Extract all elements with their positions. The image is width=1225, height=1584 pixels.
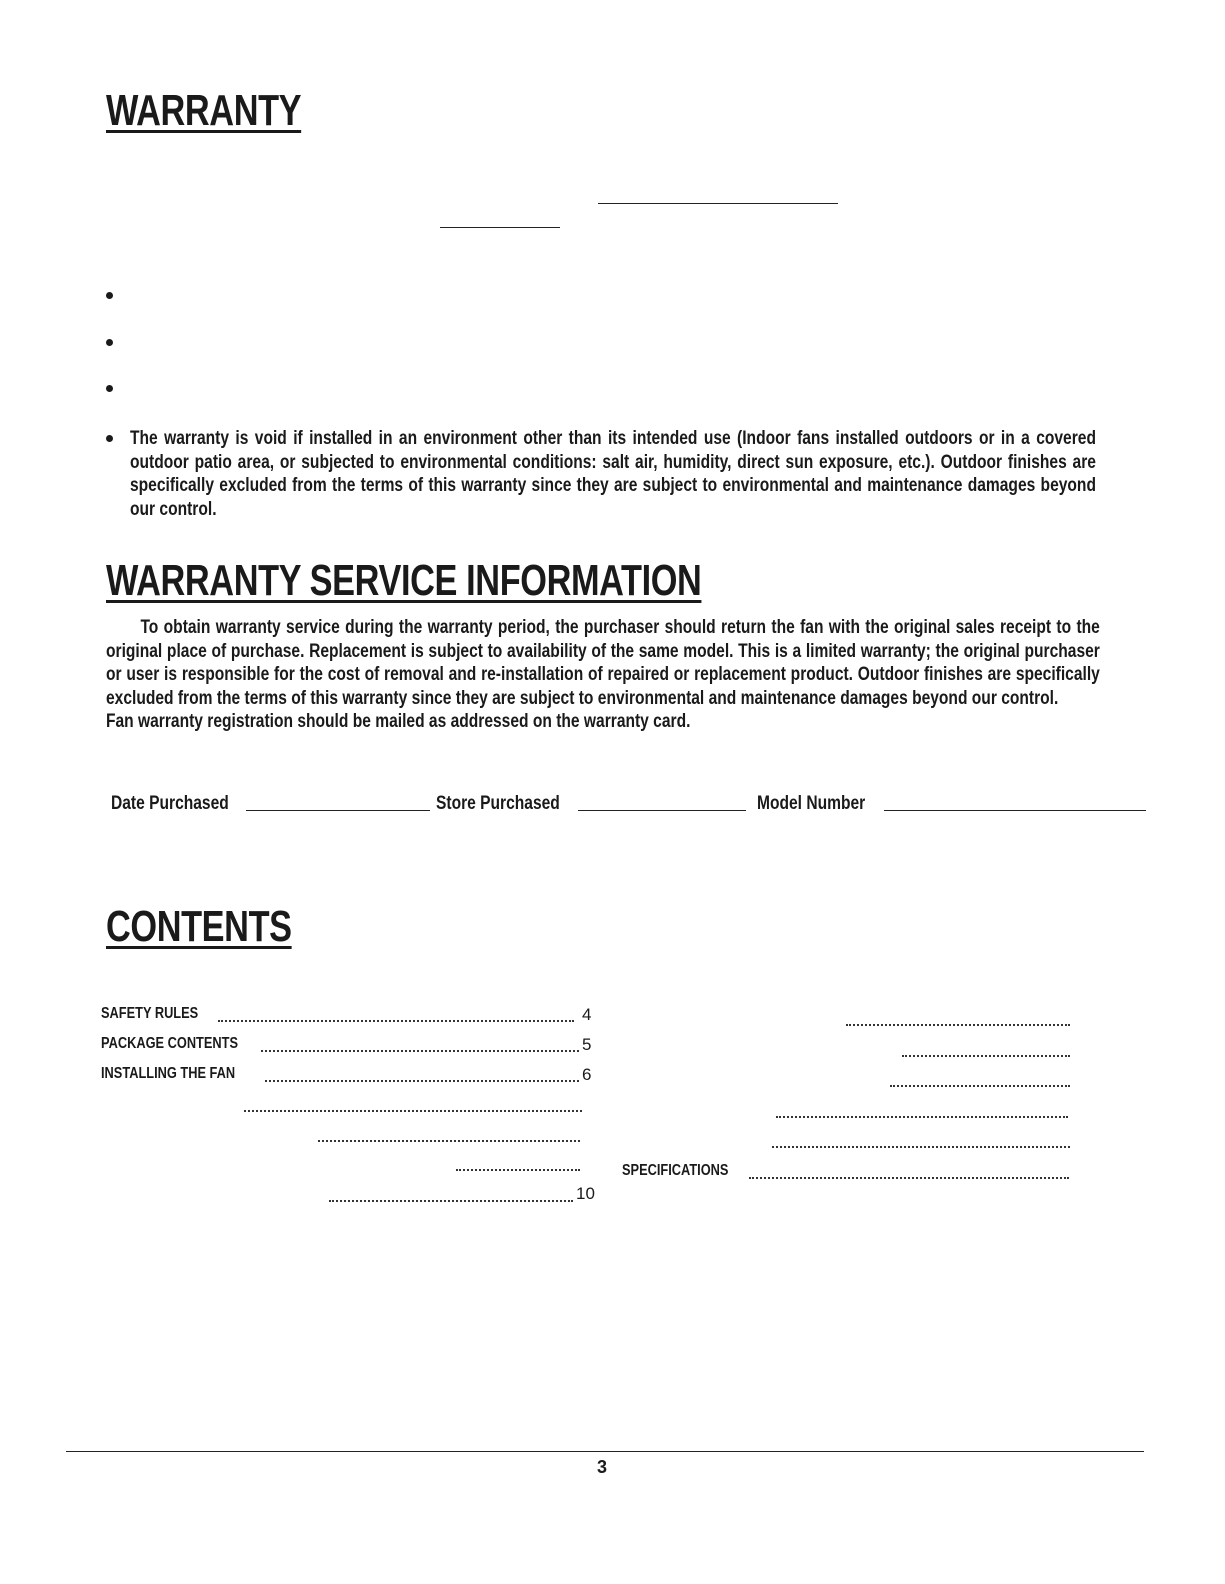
toc-leader: [776, 1116, 1068, 1118]
blank-line: [440, 227, 560, 228]
store-purchased-field[interactable]: [578, 810, 746, 811]
model-number-label: Model Number: [757, 793, 866, 814]
toc-item-page: 4: [582, 1005, 592, 1024]
date-purchased-label: Date Purchased: [111, 793, 229, 814]
toc-leader: [749, 1177, 1069, 1179]
toc-leader: [456, 1169, 580, 1171]
toc-item-page: 10: [576, 1184, 595, 1203]
form-row: [111, 793, 229, 815]
warranty-heading: WARRANTY: [106, 86, 302, 135]
toc-leader: [244, 1110, 582, 1112]
model-number-field[interactable]: [884, 810, 1146, 811]
toc-leader: [329, 1200, 573, 1202]
service-heading: WARRANTY SERVICE INFORMATION: [106, 556, 702, 605]
bullet-icon: [106, 339, 113, 346]
service-paragraph: [106, 616, 1100, 734]
toc-leader: [902, 1055, 1070, 1057]
blank-line: [598, 203, 838, 204]
toc-leader: [846, 1024, 1070, 1026]
bullet-icon: [106, 385, 113, 392]
service-paragraph-last: Fan warranty registration should be mailed as addressed on the warranty card.: [106, 711, 691, 732]
toc-item-label[interactable]: PACKAGE CONTENTS: [101, 1035, 239, 1052]
toc-item-page: 6: [582, 1065, 592, 1084]
form-row: [436, 793, 560, 815]
page-number: 3: [597, 1457, 608, 1477]
toc-item-label[interactable]: SPECIFICATIONS: [622, 1162, 729, 1179]
toc-leader: [318, 1140, 580, 1142]
toc-leader: [772, 1146, 1070, 1148]
contents-heading: CONTENTS: [106, 902, 292, 951]
form-row: [757, 793, 865, 815]
warranty-bullet-text: The warranty is void if installed in an environment other than its intended use (Indoor fans installed outdoors or in a covered outdoor patio area, or subjected to environmental conditions: salt air, humidity, direct sun exposure, etc.). Outdoor finishes are specifically excluded from the terms of this warranty since they are subject to environmental and maintenance damages beyond our control.: [130, 428, 1096, 520]
toc-leader: [890, 1085, 1070, 1087]
toc-item-page: 5: [582, 1035, 592, 1054]
date-purchased-field[interactable]: [246, 810, 430, 811]
toc-leader: [218, 1020, 574, 1022]
bullet-icon: [106, 292, 113, 299]
store-purchased-label: Store Purchased: [436, 793, 560, 814]
toc-leader: [265, 1080, 579, 1082]
bullet-icon: [106, 435, 113, 442]
toc-item-label[interactable]: INSTALLING THE FAN: [101, 1065, 236, 1082]
service-paragraph-body: To obtain warranty service during the warranty period, the purchaser should return the fan with the original sales receipt to the original place of purchase. Replacement is subject to availability of the same model. This is a limited warranty; the original purchaser or user is responsible for the cost of removal and re-installation of repaired or replacement product. Outdoor finishes are specifically excluded from the terms of this warranty since they are subject to environmental and maintenance damages beyond our control.: [106, 617, 1100, 709]
footer-rule: [66, 1451, 1144, 1452]
toc-item-label[interactable]: SAFETY RULES: [101, 1005, 199, 1022]
toc-leader: [261, 1050, 579, 1052]
